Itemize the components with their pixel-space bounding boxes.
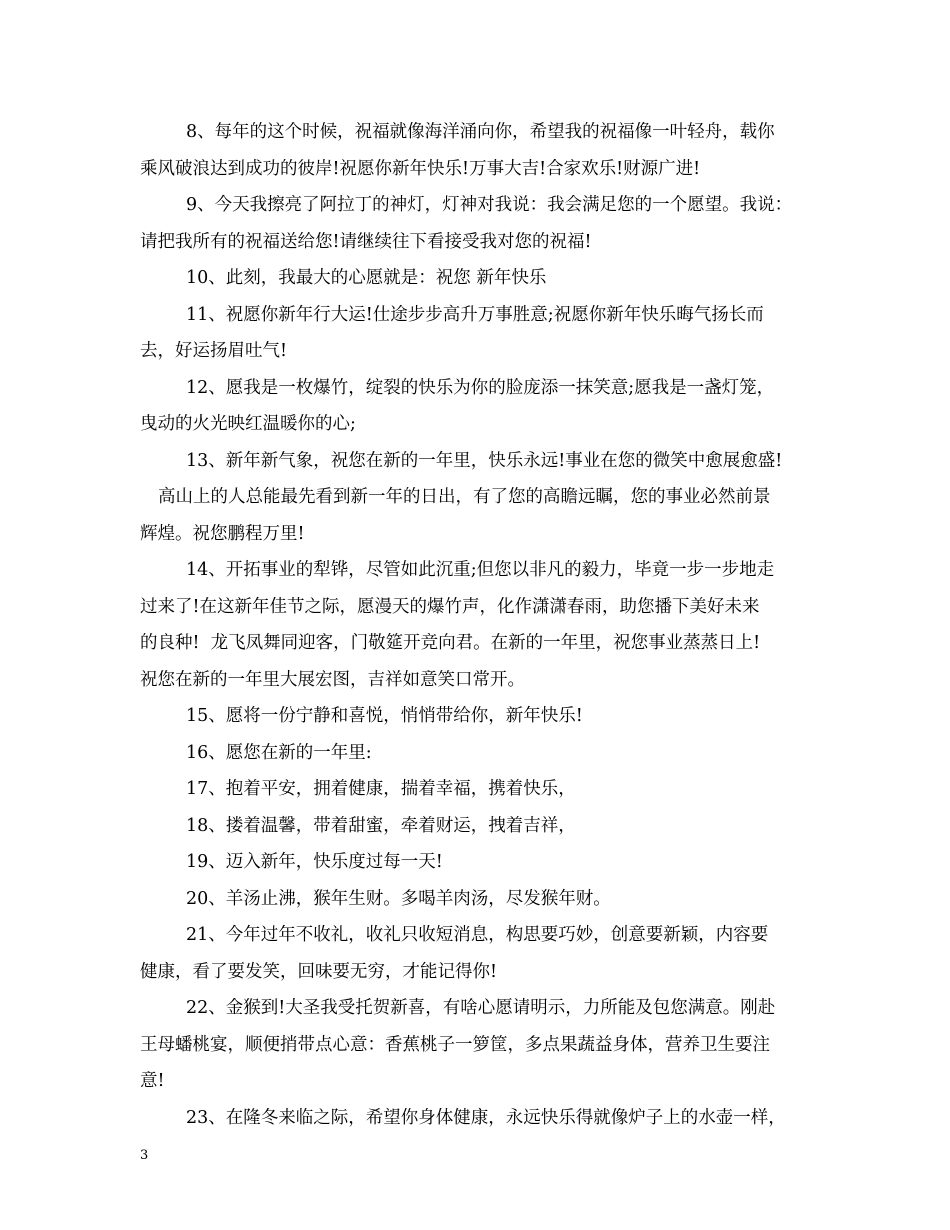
page-number: 3 (140, 1148, 149, 1163)
text-line: 王母蟠桃宴，顺便捎带点心意：香蕉桃子一箩筐，多点果蔬益身体，营养卫生要注 (140, 1034, 770, 1055)
text-line: 17、抱着平安，拥着健康，揣着幸福，携着快乐， (186, 779, 576, 799)
text-line: 19、迈入新年，快乐度过每一天! (186, 852, 443, 872)
text-line: 22、金猴到!大圣我受托贺新喜，有啥心愿请明示，力所能及包您满意。刚赴 (186, 998, 776, 1018)
text-line: 23、在隆冬来临之际，希望你身体健康，永远快乐得就像炉子上的水壶一样， (186, 1107, 786, 1128)
text-line: 健康，看了要发笑，回味要无穷，才能记得你! (140, 961, 498, 982)
text-line: 9、今天我擦亮了阿拉丁的神灯，灯神对我说：我会满足您的一个愿望。我说： (186, 195, 793, 215)
text-line: 过来了!在这新年佳节之际，愿漫天的爆竹声，化作潇潇春雨，助您播下美好未来 (140, 596, 760, 617)
text-line: 21、今年过年不收礼，收礼只收短消息，构思要巧妙，创意要新颖，内容要 (186, 925, 769, 945)
text-line: 20、羊汤止沸，猴年生财。多喝羊肉汤，尽发猴年财。 (186, 888, 611, 909)
text-line: 高山上的人总能最先看到新一年的日出，有了您的高瞻远瞩，您的事业必然前景 (158, 487, 771, 507)
text-line: 的良种! 龙飞凤舞同迎客，门敬筵开竞向君。在新的一年里，祝您事业蒸蒸日上! (140, 633, 761, 653)
text-line: 曳动的火光映红温暖你的心; (140, 414, 356, 434)
text-line: 8、每年的这个时候，祝福就像海洋涌向你，希望我的祝福像一叶轻舟，载你 (186, 122, 775, 142)
text-line: 乘风破浪达到成功的彼岸!祝愿你新年快乐!万事大吉!合家欢乐!财源广进! (140, 158, 701, 179)
text-line: 辉煌。祝您鹏程万里! (140, 523, 305, 544)
text-line: 16、愿您在新的一年里: (186, 742, 372, 763)
text-line: 11、祝愿你新年行大运!仕途步步高升万事胜意;祝愿你新年快乐晦气扬长而 (186, 304, 764, 325)
text-line: 18、搂着温馨，带着甜蜜，牵着财运，拽着吉祥， (186, 815, 576, 836)
text-line: 祝您在新的一年里大展宏图，吉祥如意笑口常开。 (140, 669, 525, 690)
text-line: 15、愿将一份宁静和喜悦，悄悄带给你，新年快乐! (186, 706, 583, 726)
text-line: 去，好运扬眉吐气! (140, 341, 288, 361)
page-body (140, 114, 820, 1136)
text-line: 14、开拓事业的犁铧，尽管如此沉重;但您以非凡的毅力，毕竟一步一步地走 (186, 560, 775, 580)
text-line: 10、此刻，我最大的心愿就是：祝您 新年快乐 (186, 268, 547, 288)
text-line: 13、新年新气象，祝您在新的一年里，快乐永远!事业在您的微笑中愈展愈盛! (186, 450, 783, 471)
text-line: 请把我所有的祝福送给您!请继续往下看接受我对您的祝福! (140, 231, 592, 252)
text-line: 意! (140, 1071, 165, 1091)
text-line: 12、愿我是一枚爆竹，绽裂的快乐为你的脸庞添一抹笑意;愿我是一盏灯笼， (186, 377, 775, 398)
